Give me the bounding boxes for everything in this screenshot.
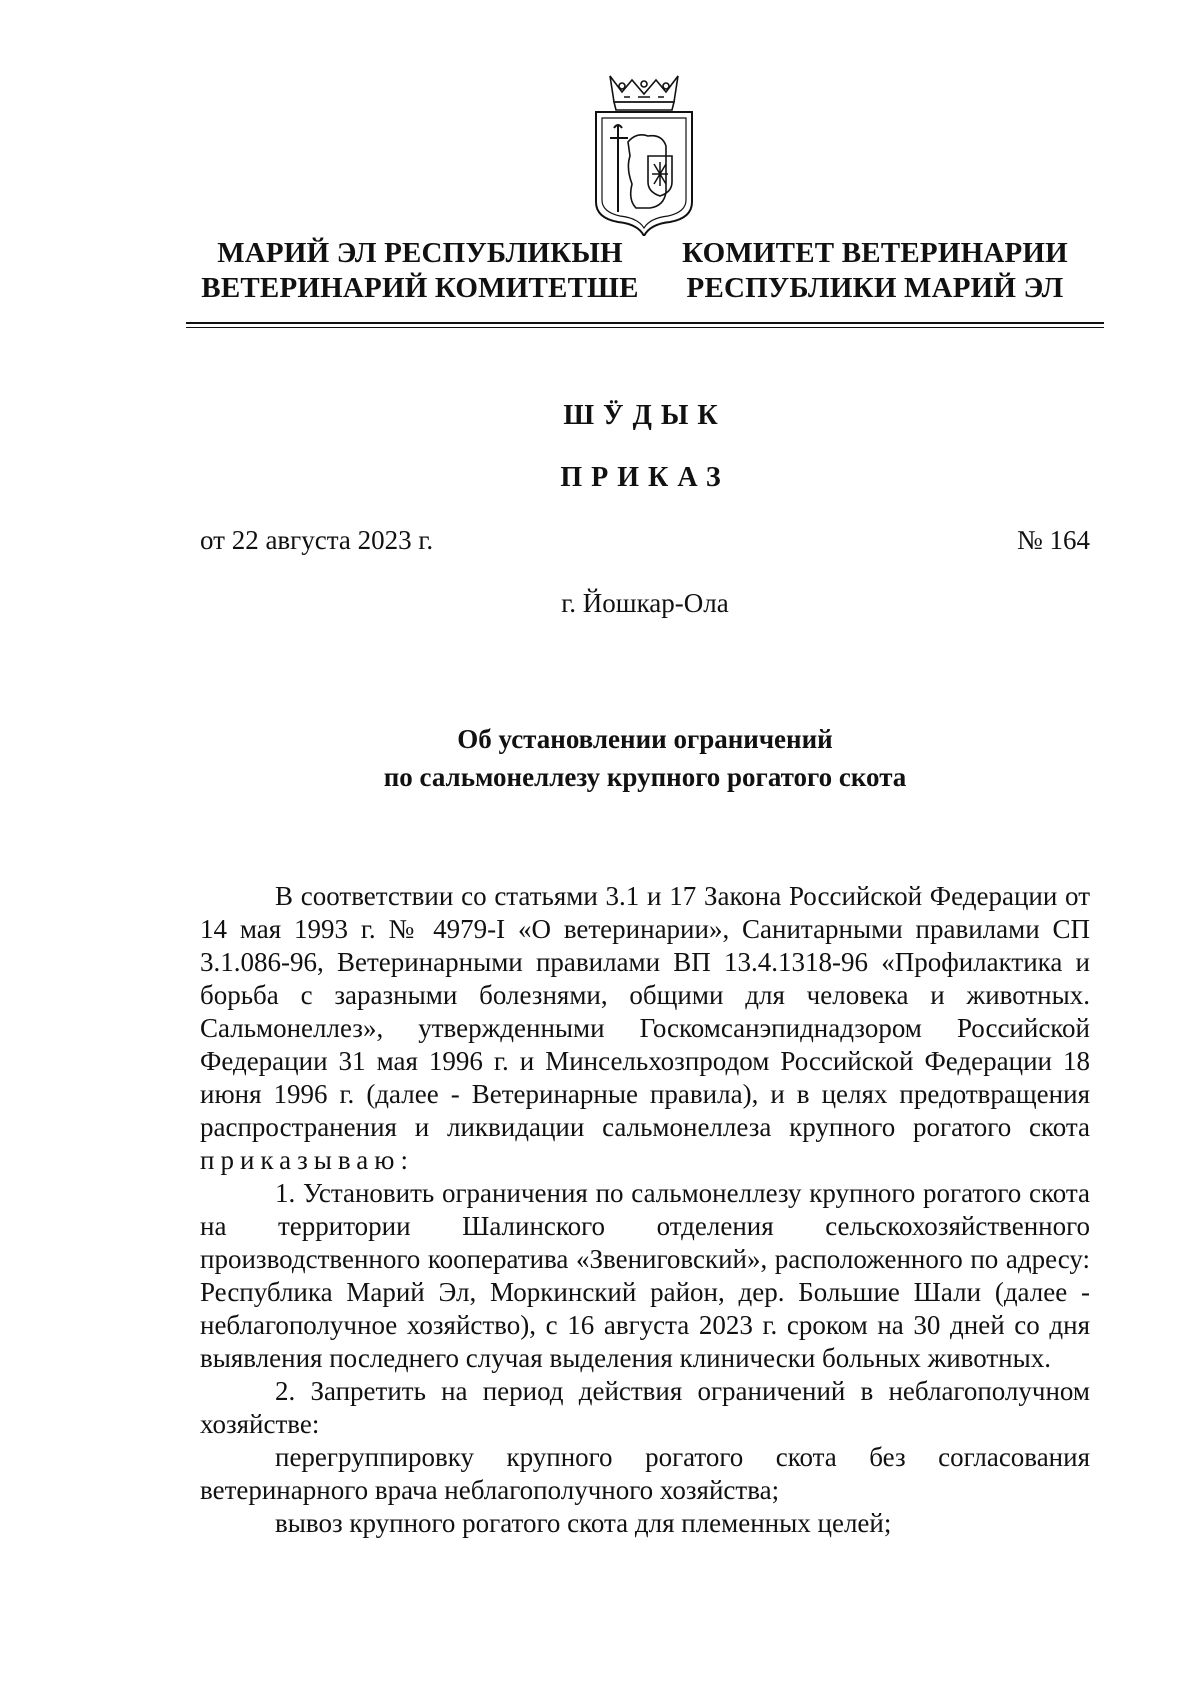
org-name-russian-line1: КОМИТЕТ ВЕТЕРИНАРИИ (682, 237, 1068, 269)
preamble-end: : (400, 1145, 408, 1175)
doc-date: от 22 августа 2023 г. (200, 525, 434, 555)
doc-number: № 164 (1016, 525, 1090, 555)
org-name-russian-line2: РЕСПУБЛИКИ МАРИЙ ЭЛ (686, 272, 1064, 304)
doc-subject (200, 720, 1090, 796)
org-name-mari-line2: ВЕТЕРИНАРИЙ КОМИТЕТШЕ (201, 272, 639, 304)
item-2-sub-1: перегруппировку крупного рогатого скота без согласования ветеринарного врача неблагополучного хозяйства; (200, 1442, 1090, 1505)
item-1-paragraph: 1. Установить ограничения по сальмонеллезу крупного рогатого скота на территории Шалинского отделения сельскохозяйственного производственного кооператива «Звениговский», расположенного по адресу: Республика Марий Эл, Моркинский район, дер. Большие Шали (далее - неблагополучное хозяйство), с 16 августа 2023 г. сроком на 30 дней со дня выявления последнего случая выделения клинически больных животных. (200, 1178, 1090, 1373)
order-keyword: приказываю (200, 1145, 401, 1175)
preamble-paragraph (200, 880, 1090, 1177)
doc-subject-line1: Об установлении ограничений (457, 724, 833, 754)
coat-of-arms-emblem (592, 72, 696, 236)
org-name-mari-line1: МАРИЙ ЭЛ РЕСПУБЛИКЫН (217, 237, 623, 269)
org-name-russian (680, 236, 1070, 306)
item-2-paragraph: 2. Запретить на период действия ограничений в неблагополучном хозяйстве: (200, 1376, 1090, 1439)
item-2-sub-2: вывоз крупного рогатого скота для племенных целей; (275, 1508, 892, 1538)
doc-title-mari: ШӰДЫК (563, 400, 727, 431)
doc-title-russian: ПРИКАЗ (560, 462, 730, 493)
doc-subject-line2: по сальмонеллезу крупного рогатого скота (383, 762, 907, 792)
doc-body (200, 880, 1090, 1540)
header-rule-thin (186, 327, 1104, 328)
doc-city: г. Йошкар-Ола (561, 588, 729, 618)
org-name-mari (200, 236, 640, 306)
header-rule-thick (186, 322, 1104, 324)
preamble-text: В соответствии со статьями 3.1 и 17 Закона Российской Федерации от 14 мая 1993 г. № 4979-I «О ветеринарии», Санитарными правилами СП 3.1.086-96, Ветеринарными правилами ВП 13.4.1318-96 «Профилактика и борьба с заразными болезнями, общими для человека и животных. Сальмонеллез», утвержденными Госкомсанэпиднадзором Российской Федерации 31 мая 1996 г. и Минсельхозпродом Российской Федерации 18 июня 1996 г. (далее - Ветеринарные правила), и в целях предотвращения распространения и ликвидации сальмонеллеза крупного рогатого скота (200, 881, 1090, 1142)
